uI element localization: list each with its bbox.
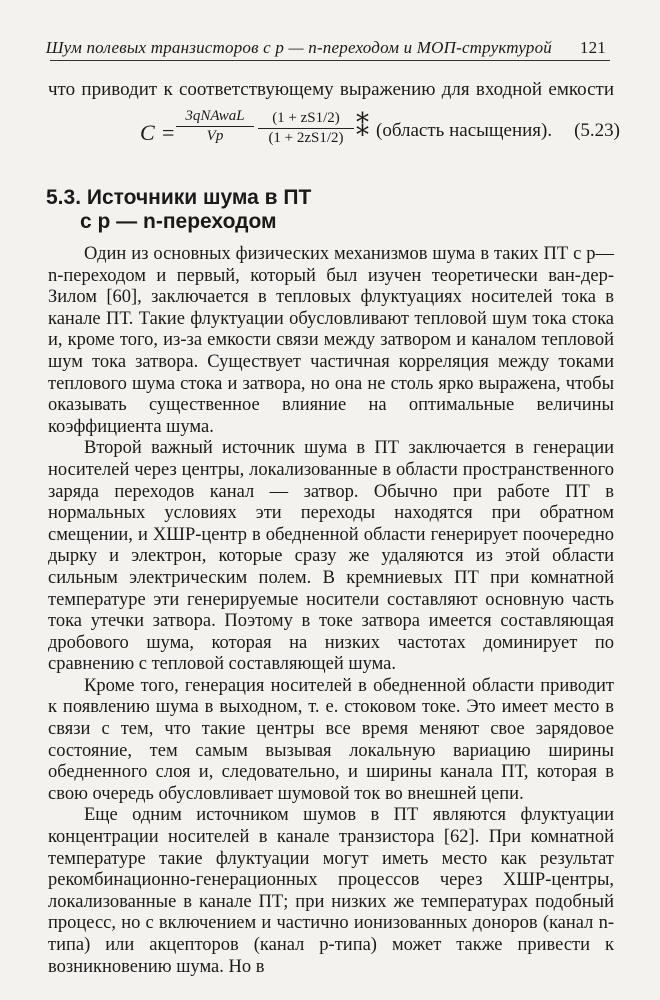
fraction-bar (258, 128, 354, 129)
fraction-2-denominator: (1 + 2zS1/2) (268, 130, 344, 146)
fraction-bar (176, 126, 254, 127)
equation-5-23 (140, 108, 620, 158)
equation-number: (5.23) (574, 120, 620, 141)
formula-fraction-1 (176, 108, 254, 145)
print-mark-icon: ⁑ (356, 113, 369, 142)
fraction-2-numerator: (1 + zS1/2) (272, 110, 340, 126)
section-title-line-1: 5.3. Источники шума в ПТ (46, 186, 312, 209)
paragraph: Второй важный источник шума в ПТ заключается в генерации носителей через центры, локализованные в области пространственного заряда переходов канал — затвор. Обычно при работе ПТ в нормальных условиях эти переходы находятся при обратном смещении, и ХШР-центр в обедненной области генерирует поочередно дырку и электрон, которые сразу же удаляются из этой области сильным электрическим полем. В кремниевых ПТ при комнатной температуре эти генерируемые носители составляют основную часть тока утечки затвора. Поэтому в токе затвора имеется составляющая дробового шума, которая на низких частотах доминирует по сравнению с тепловой составляющей шума. (48, 438, 614, 675)
page-number: 121 (579, 38, 606, 57)
body-text (48, 244, 614, 978)
paragraph: Кроме того, генерация носителей в обедненной области приводит к появлению шума в выходном, т. е. стоковом токе. Это имеет место в связи с тем, что такие центры все время меняют свое зарядовое состояние, тем самым вызывая локальную вариацию ширины обедненного слоя и, следовательно, и ширины канала ПТ, которая в свою очередь обусловливает шумовой ток во внешней цепи. (48, 675, 614, 804)
section-title-line-2: с p — n-переходом (80, 210, 277, 233)
formula-lhs: C (140, 120, 155, 145)
intro-text-line: что приводит к соответствующему выражению для входной емкости (48, 79, 614, 100)
formula-fraction-2 (258, 110, 354, 147)
formula-equals: = (162, 120, 175, 145)
fraction-1-denominator: Vp (206, 128, 224, 144)
formula-note: (область насыщения). (376, 120, 553, 141)
paragraph: Еще одним источником шумов в ПТ являются флуктуации концентрации носителей в канале транзистора [62]. При комнатной температуре такие флуктуации могут иметь место как результат рекомбинационно-генерационных процессов через ХШР-центры, локализованные в канале ПТ; при низких же температурах подобный процесс, но с включением и частично ионизованных доноров (канал n-типа) или акцепторов (канал p-типа) может также привести к возникновению шума. Но в (48, 805, 614, 977)
paragraph: Один из основных физических механизмов шума в таких ПТ с p—n-переходом и первый, который был изучен теоретически ван-дер-Зилом [60], заключается в тепловых флуктуациях носителей тока в канале ПТ. Такие флуктуации обусловливают тепловой шум тока стока и, кроме того, из-за емкости связи между затвором и каналом тепловой шум тока затвора. Существует частичная корреляция между токами теплового шума стока и затвора, но она не столь ярко выражена, чтобы оказывать существенное влияние на оптимальные величины коэффициента шума. (48, 244, 614, 437)
running-head (45, 38, 610, 61)
fraction-1-numerator: 3qNAwaL (185, 108, 245, 124)
running-title: Шум полевых транзисторов с p — n-переходом и МОП-структурой (45, 38, 552, 57)
section-heading (46, 186, 311, 234)
